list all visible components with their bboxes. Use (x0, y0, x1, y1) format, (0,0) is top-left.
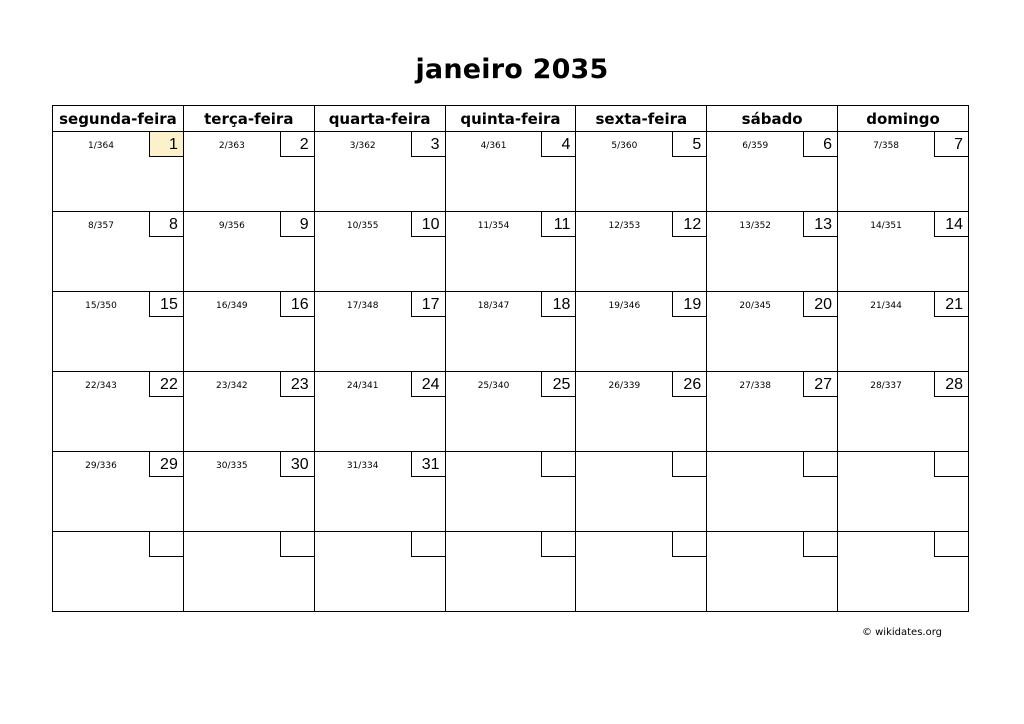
calendar-day-cell (838, 132, 969, 212)
day-of-year-label: 7/358 (873, 141, 900, 151)
calendar-day-cell (183, 292, 314, 372)
calendar-day-cell (53, 452, 184, 532)
day-number: 7 (934, 132, 968, 157)
calendar-day-cell (53, 532, 184, 612)
day-of-year-label: 15/350 (85, 301, 117, 311)
calendar-day-cell (445, 132, 576, 212)
calendar-day-cell (183, 452, 314, 532)
day-of-year-label: 11/354 (477, 221, 510, 231)
calendar-body (53, 132, 969, 612)
weekday-header-row (53, 106, 969, 132)
calendar-day-cell (445, 372, 576, 452)
day-number: 20 (803, 292, 837, 317)
calendar-week-row (53, 532, 969, 612)
calendar-title: janeiro 2035 (415, 54, 609, 85)
calendar-week-row (53, 132, 969, 212)
day-number: 30 (280, 452, 314, 477)
calendar-day-cell (314, 372, 445, 452)
day-number: 24 (411, 372, 445, 397)
calendar-day-cell (838, 532, 969, 612)
day-of-year-label: 23/342 (216, 381, 248, 391)
calendar-day-cell (838, 452, 969, 532)
calendar-day-cell (314, 532, 445, 612)
calendar-day-cell (707, 372, 838, 452)
day-of-year-label: 6/359 (742, 141, 769, 151)
day-number (803, 532, 837, 557)
day-of-year-label: 17/348 (346, 301, 379, 311)
calendar-week-row (53, 212, 969, 292)
day-number: 18 (541, 292, 575, 317)
day-of-year-label: 10/355 (346, 221, 379, 231)
day-of-year-label: 5/360 (611, 141, 638, 151)
calendar-day-cell (707, 212, 838, 292)
day-number: 17 (411, 292, 445, 317)
day-of-year-label: 4/361 (480, 141, 507, 151)
day-of-year-label: 27/338 (739, 381, 772, 391)
footer-credit: © wikidates.org (861, 627, 942, 638)
calendar-day-cell (576, 132, 707, 212)
day-number: 2 (280, 132, 314, 157)
calendar-day-cell (445, 452, 576, 532)
calendar-grid (52, 105, 969, 612)
calendar-day-cell (183, 212, 314, 292)
day-of-year-label: 13/352 (739, 221, 772, 231)
day-number: 11 (541, 212, 575, 237)
day-number (672, 452, 706, 477)
day-number (280, 532, 314, 557)
calendar-day-cell (838, 212, 969, 292)
day-of-year-label: 19/346 (608, 301, 641, 311)
weekday-header: sexta-feira (576, 106, 707, 132)
day-number: 25 (541, 372, 575, 397)
day-number: 12 (672, 212, 706, 237)
day-number: 9 (280, 212, 314, 237)
calendar-day-cell (314, 132, 445, 212)
day-number: 8 (149, 212, 183, 237)
day-number (803, 452, 837, 477)
calendar-day-cell (838, 292, 969, 372)
day-number (934, 452, 968, 477)
day-number: 31 (411, 452, 445, 477)
day-number: 13 (803, 212, 837, 237)
day-number: 28 (934, 372, 968, 397)
calendar-day-cell (314, 292, 445, 372)
day-number: 21 (934, 292, 968, 317)
day-of-year-label: 8/357 (88, 221, 114, 231)
day-of-year-label: 16/349 (216, 301, 248, 311)
calendar-day-cell (53, 132, 184, 212)
calendar-day-cell (53, 292, 184, 372)
calendar-day-cell (183, 532, 314, 612)
day-number (541, 452, 575, 477)
day-number: 19 (672, 292, 706, 317)
weekday-header: segunda-feira (53, 106, 184, 132)
calendar-day-cell (445, 292, 576, 372)
calendar-day-cell (576, 292, 707, 372)
calendar-day-cell (576, 532, 707, 612)
day-of-year-label: 22/343 (85, 381, 117, 391)
calendar-week-row (53, 452, 969, 532)
day-number: 10 (411, 212, 445, 237)
calendar-week-row (53, 372, 969, 452)
day-number (411, 532, 445, 557)
calendar-day-cell (314, 212, 445, 292)
day-number (149, 532, 183, 557)
calendar-day-cell (576, 452, 707, 532)
day-number: 16 (280, 292, 314, 317)
weekday-header: domingo (838, 106, 969, 132)
day-number: 6 (803, 132, 837, 157)
day-of-year-label: 24/341 (346, 381, 379, 391)
day-number (672, 532, 706, 557)
weekday-header: terça-feira (183, 106, 314, 132)
day-number-today: 1 (149, 132, 183, 157)
day-number: 14 (934, 212, 968, 237)
day-of-year-label: 12/353 (608, 221, 641, 231)
day-of-year-label: 1/364 (88, 141, 114, 151)
calendar-day-cell (707, 132, 838, 212)
day-number: 4 (541, 132, 575, 157)
day-number (541, 532, 575, 557)
day-number: 26 (672, 372, 706, 397)
calendar-day-cell (838, 372, 969, 452)
day-number (934, 532, 968, 557)
day-number: 23 (280, 372, 314, 397)
day-of-year-label: 31/334 (346, 461, 379, 471)
day-number: 27 (803, 372, 837, 397)
day-number: 15 (149, 292, 183, 317)
calendar-day-cell (707, 292, 838, 372)
calendar-day-cell (445, 532, 576, 612)
calendar-week-row (53, 292, 969, 372)
day-of-year-label: 14/351 (870, 221, 902, 231)
calendar-day-cell (314, 452, 445, 532)
calendar-day-cell (707, 452, 838, 532)
calendar-day-cell (183, 132, 314, 212)
day-of-year-label: 18/347 (477, 301, 510, 311)
day-of-year-label: 3/362 (349, 141, 376, 151)
calendar-day-cell (576, 212, 707, 292)
day-number: 29 (149, 452, 183, 477)
calendar-day-cell (707, 532, 838, 612)
day-of-year-label: 2/363 (218, 141, 245, 151)
weekday-header: sábado (707, 106, 838, 132)
day-of-year-label: 21/344 (870, 301, 902, 311)
day-of-year-label: 25/340 (477, 381, 510, 391)
day-of-year-label: 28/337 (870, 381, 902, 391)
weekday-header: quinta-feira (445, 106, 576, 132)
day-of-year-label: 29/336 (85, 461, 117, 471)
day-number: 3 (411, 132, 445, 157)
calendar-day-cell (183, 372, 314, 452)
calendar-day-cell (576, 372, 707, 452)
day-number: 5 (672, 132, 706, 157)
calendar-day-cell (53, 372, 184, 452)
calendar-day-cell (445, 212, 576, 292)
day-of-year-label: 9/356 (218, 221, 245, 231)
day-of-year-label: 26/339 (608, 381, 641, 391)
calendar-day-cell (53, 212, 184, 292)
day-number: 22 (149, 372, 183, 397)
weekday-header: quarta-feira (314, 106, 445, 132)
day-of-year-label: 30/335 (216, 461, 248, 471)
day-of-year-label: 20/345 (739, 301, 772, 311)
